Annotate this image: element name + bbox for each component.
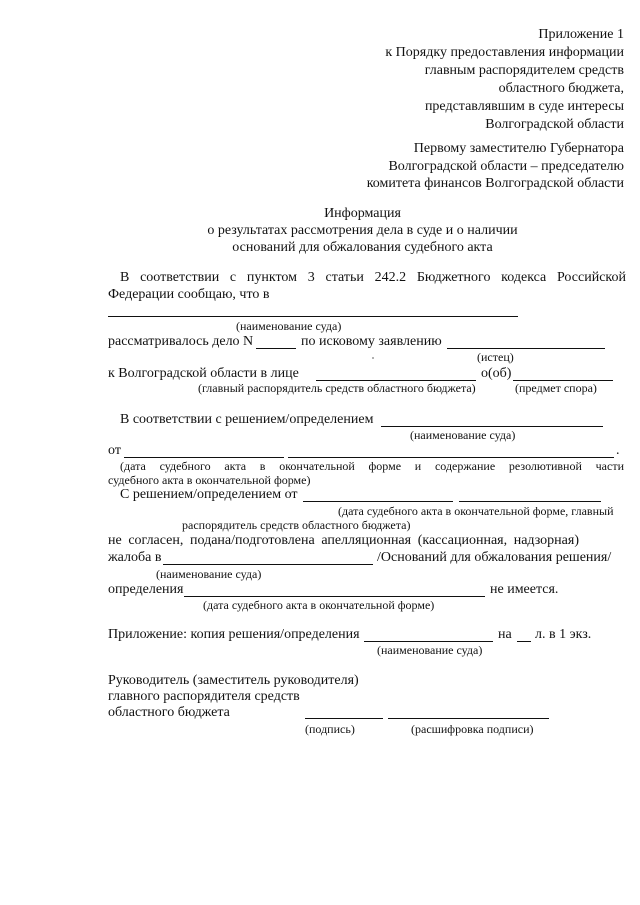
with-decision-text: С решением/определением от <box>120 487 298 502</box>
complaint-court-hint: (наименование суда) <box>156 567 262 581</box>
court-name-hint: (наименование суда) <box>236 319 342 333</box>
attachment-on: на <box>498 627 512 642</box>
claim-text: по исковому заявлению <box>301 334 442 349</box>
header-line-3: главным распорядителем средств <box>424 63 624 78</box>
scan-speck <box>372 357 374 359</box>
case-prefix: рассматривалось дело N <box>108 334 254 349</box>
attachment-prefix: Приложение: копия решения/определения <box>108 627 360 642</box>
region-text: к Волгоградской области в лице <box>108 366 299 381</box>
title-subline-1: о результатах рассмотрения дела в суде и о наличии <box>207 223 518 238</box>
subject-hint: (предмет спора) <box>515 381 597 395</box>
signature-hint: (подпись) <box>305 722 355 736</box>
decision-court-hint: (наименование суда) <box>410 428 516 442</box>
disagree-text: не согласен, подана/подготовлена апелляционная (кассационная, надзорная) <box>108 533 579 548</box>
case-number-line <box>256 348 296 349</box>
decision-hint-3: (дата судебного акта в окончательной форме, главный <box>338 504 614 518</box>
addressee-line-1: Первому заместителю Губернатора <box>413 141 624 156</box>
attachment-court-hint: (наименование суда) <box>377 643 483 657</box>
resolution-hint-2: судебного акта в окончательной форме) <box>108 473 311 487</box>
decode-line <box>388 718 549 719</box>
title-subline-2: оснований для обжалования судебного акта <box>232 240 493 255</box>
decision-court-line <box>381 426 603 427</box>
complaint-court-line <box>163 564 373 565</box>
decision-line-1: В соответствии с решением/определением <box>120 412 374 427</box>
court-name-line <box>108 316 518 317</box>
plaintiff-hint: (истец) <box>477 350 514 364</box>
about-text: о(об) <box>481 366 512 381</box>
sheet-count-line <box>517 641 531 642</box>
definition-date-hint: (дата судебного акта в окончательной форме) <box>203 598 435 612</box>
header-line-2: к Порядку предоставления информации <box>385 45 624 60</box>
header-line-4: областного бюджета, <box>498 81 624 96</box>
intro-line-1: В соответствии с пунктом 3 статьи 242.2 Бюджетного кодекса Российской <box>120 270 626 285</box>
signature-line-3: областного бюджета <box>108 705 230 720</box>
signature-line-1: Руководитель (заместитель руководителя) <box>108 673 359 688</box>
attachment-court-line <box>364 641 493 642</box>
period: . <box>616 443 620 458</box>
resolution-hint-1: (дата судебного акта в окончательной форме и содержание резолютивной части <box>120 459 624 473</box>
decode-hint: (расшифровка подписи) <box>411 722 534 736</box>
complaint-prefix: жалоба в <box>108 550 162 565</box>
resolution-line <box>288 457 614 458</box>
header-line-1: Приложение 1 <box>538 27 624 42</box>
date-line-2 <box>303 501 453 502</box>
page-title: Информация <box>324 206 401 221</box>
header-line-6: Волгоградской области <box>485 117 624 132</box>
decision-hint-4: распорядитель средств областного бюджета) <box>182 518 411 532</box>
from-prefix: от <box>108 443 121 458</box>
intro-line-2: Федерации сообщаю, что в <box>108 287 270 302</box>
attachment-sheets: л. в 1 экз. <box>535 627 592 642</box>
complaint-suffix: /Оснований для обжалования решения/ <box>377 550 612 565</box>
signature-line-2: главного распорядителя средств <box>108 689 300 704</box>
addressee-line-2: Волгоградской области – председателю <box>388 159 624 174</box>
gr-hint: (главный распорядитель средств областного бюджета) <box>198 381 476 395</box>
plaintiff-line <box>447 348 605 349</box>
signature-line <box>305 718 383 719</box>
definition-date-line <box>184 596 485 597</box>
header-line-5: представлявшим в суде интересы <box>424 99 624 114</box>
gr-line-2 <box>459 501 601 502</box>
definition-prefix: определения <box>108 582 184 597</box>
definition-suffix: не имеется. <box>490 582 559 597</box>
addressee-line-3: комитета финансов Волгоградской области <box>366 176 624 191</box>
date-line-1 <box>124 457 284 458</box>
